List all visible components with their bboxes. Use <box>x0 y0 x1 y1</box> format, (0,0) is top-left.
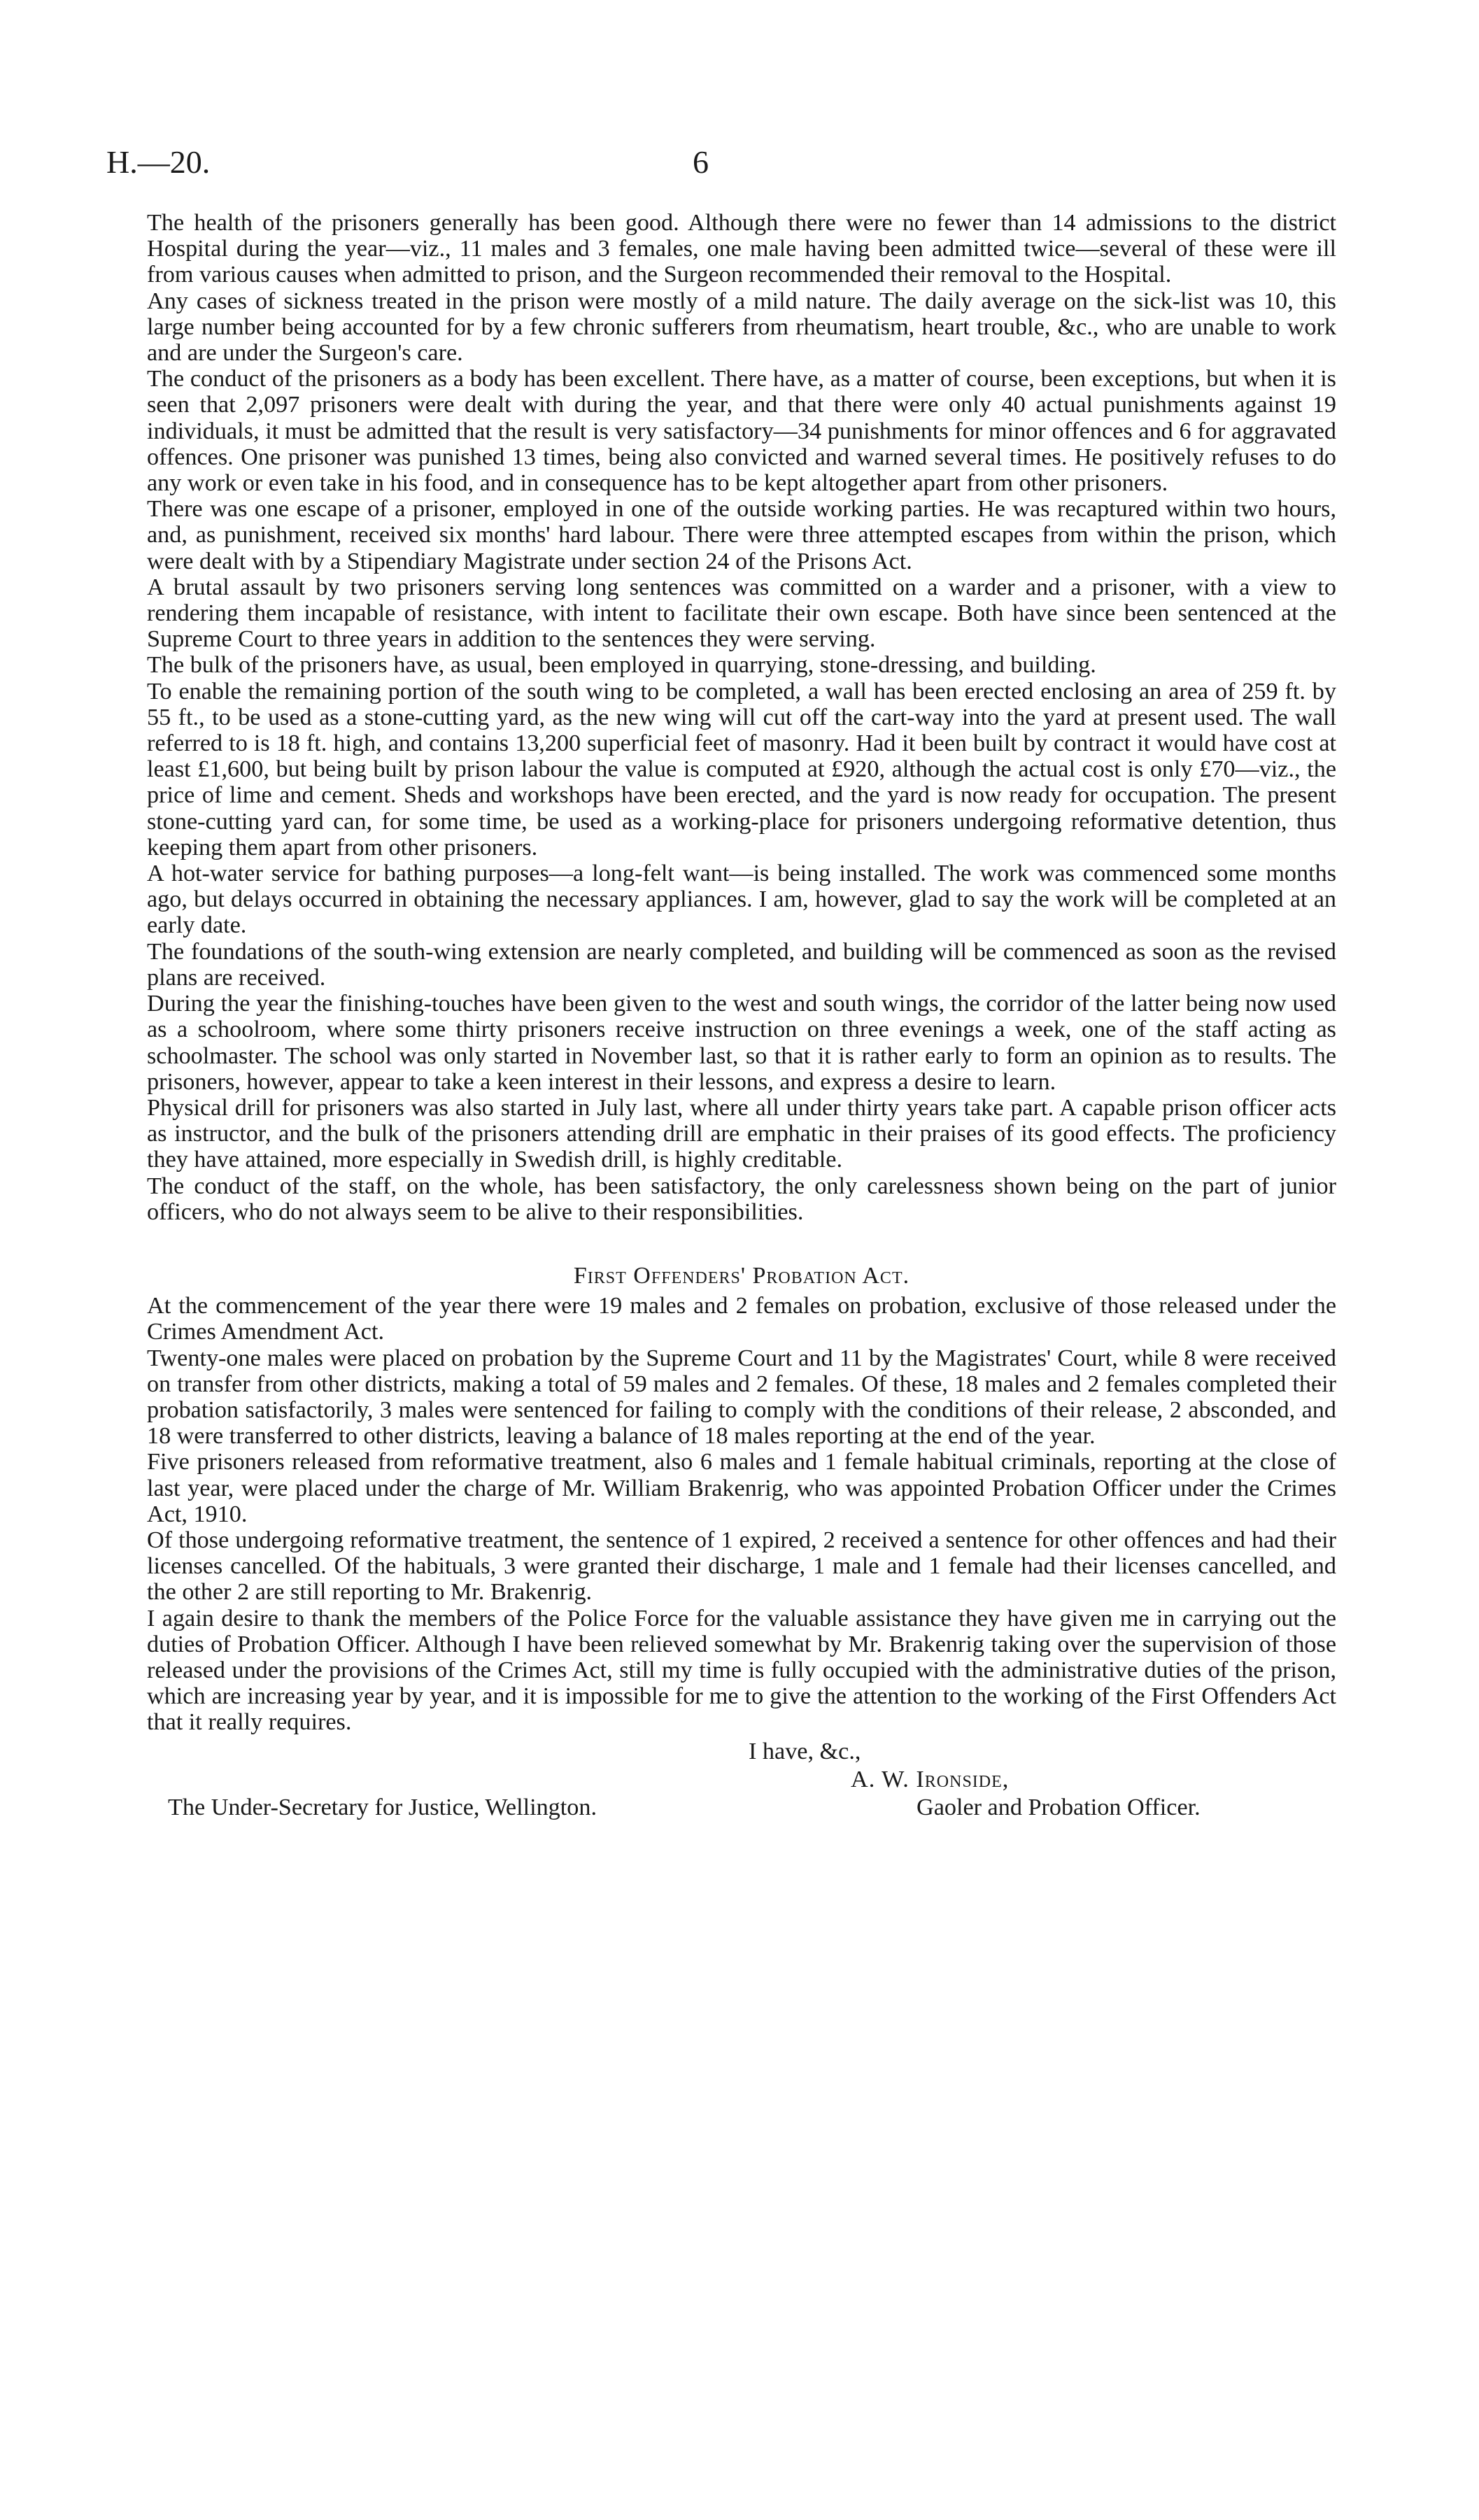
paragraph-escape: There was one escape of a prisoner, employed in one of the outside working parties. He was recaptured within two hours, and, as punishment, received six months' hard labour. There were three attempted escapes from within the prison, which were dealt with by a Stipendiary Magistrate under section 24 of the Prisons Act. <box>147 496 1336 574</box>
section-title: First Offenders' Probation Act. <box>573 1262 910 1289</box>
paragraph-hot-water: A hot-water service for bathing purposes—a long-felt want—is being installed. The work was commenced some months ago, but delays occurred in obtaining the necessary appliances. I am, however, glad to say the work will be completed at an early date. <box>147 861 1336 939</box>
page-header <box>106 143 1373 192</box>
paragraph-probation-start: At the commencement of the year there were 19 males and 2 females on probation, exclusive of those released under the Crimes Amendment Act. <box>147 1293 1336 1345</box>
paragraph-school: During the year the finishing-touches have been given to the west and south wings, the corridor of the latter being now used as a schoolroom, where some thirty prisoners receive instruction on three evenings a week, one of the staff acting as schoolmaster. The school was only started in November last, so that it is rather early to form an opinion as to results. The prisoners, however, appear to take a keen interest in their lessons, and express a desire to learn. <box>147 991 1336 1095</box>
paragraph-staff-conduct: The conduct of the staff, on the whole, has been satisfactory, the only carelessness shown being on the part of junior officers, who do not always seem to be alive to their responsibilities. <box>147 1173 1336 1225</box>
closing-line: I have, &c., <box>749 1738 861 1764</box>
report-body <box>147 210 1336 1831</box>
paragraph-foundations: The foundations of the south-wing extension are nearly completed, and building will be commenced as soon as the revised plans are received. <box>147 938 1336 991</box>
paragraph-physical-drill: Physical drill for prisoners was also started in July last, where all under thirty years take part. A capable prison officer acts as instructor, and the bulk of the prisoners attending drill are emphatic in their praises of its good effects. The proficiency they have attained, more especially in Swedish drill, is highly creditable. <box>147 1094 1336 1173</box>
paragraph-reformative-outcomes: Of those undergoing reformative treatment, the sentence of 1 expired, 2 received a sentence for other offences and had their licenses cancelled. Of the habituals, 3 were granted their discharge, 1 male and 1 female had their licenses cancelled, and the other 2 are still reporting to Mr. Brakenrig. <box>147 1527 1336 1606</box>
paragraph-probation-placed: Twenty-one males were placed on probation by the Supreme Court and 11 by the Magistrates' Court, while 8 were received on transfer from other districts, making a total of 59 males and 2 females. Of these, 18 males and 2 females completed their probation satisfactorily, 3 males were sentenced for failing to comply with the conditions of their release, 2 absconded, and 18 were transferred to other districts, leaving a balance of 18 males reporting at the end of the year. <box>147 1345 1336 1450</box>
page-number: 6 <box>693 144 709 180</box>
paragraph-conduct: The conduct of the prisoners as a body has been excellent. There have, as a matter of course, been exceptions, but when it is seen that 2,097 prisoners were dealt with during the year, and that there were only 40 actual punishments against 19 individuals, it must be admitted that the result is very satisfactory—34 punishments for minor offences and 6 for aggravated offences. One prisoner was punished 13 times, being also convicted and warned several times. He positively refuses to do any work or even take in his food, and in consequence has to be kept altogether apart from other prisoners. <box>147 366 1336 497</box>
addressee: The Under-Secretary for Justice, Wellington. <box>168 1794 597 1820</box>
signer-name: A. W. Ironside, <box>851 1766 1010 1792</box>
paragraph-south-wing-wall: To enable the remaining portion of the south wing to be completed, a wall has been erected enclosing an area of 259 ft. by 55 ft., to be used as a stone-cutting yard, as the new wing will cut off the cart-way into the yard at present used. The wall referred to is 18 ft. high, and contains 13,200 superficial feet of masonry. Had it been built by contract it would have cost at least £1,600, but being built by prison labour the value is computed at £920, although the actual cost is only £70—viz., the price of lime and cement. Sheds and workshops have been erected, and the yard is now ready for occupation. The present stone-cutting yard can, for some time, be used as a working-place for prisoners undergoing reformative detention, thus keeping them apart from other prisoners. <box>147 678 1336 861</box>
paragraph-reformative-released: Five prisoners released from reformative treatment, also 6 males and 1 female habitual criminals, reporting at the close of last year, were placed under the charge of Mr. William Brakenrig, who was appointed Probation Officer under the Crimes Act, 1910. <box>147 1449 1336 1527</box>
signature-block <box>147 1739 1336 1831</box>
signer-title: Gaoler and Probation Officer. <box>917 1794 1201 1820</box>
paragraph-assault: A brutal assault by two prisoners serving long sentences was committed on a warder and a prisoner, with a view to rendering them incapable of resistance, with intent to facilitate their own escape. Both have since been sentenced at the Supreme Court to three years in addition to the sentences they were serving. <box>147 574 1336 653</box>
paragraph-sickness: Any cases of sickness treated in the prison were mostly of a mild nature. The daily average on the sick-list was 10, this large number being accounted for by a few chronic sufferers from rheumatism, heart trouble, &c., who are unable to work and are under the Surgeon's care. <box>147 288 1336 367</box>
document-reference: H.—20. <box>106 144 211 180</box>
paragraph-thanks: I again desire to thank the members of the Police Force for the valuable assistance they have given me in carrying out the duties of Probation Officer. Although I have been relieved somewhat by Mr. Brakenrig taking over the supervision of those released under the provisions of the Crimes Act, still my time is fully occupied with the administrative duties of the prison, which are increasing year by year, and it is impossible for me to give the attention to the working of the First Offenders Act that it really requires. <box>147 1605 1336 1736</box>
paragraph-health: The health of the prisoners generally has been good. Although there were no fewer than 14 admissions to the district Hospital during the year—viz., 11 males and 3 females, one male having been admitted twice—several of these were ill from various causes when admitted to prison, and the Surgeon recommended their removal to the Hospital. <box>147 210 1336 288</box>
paragraph-employment: The bulk of the prisoners have, as usual, been employed in quarrying, stone-dressing, and building. <box>147 652 1096 679</box>
